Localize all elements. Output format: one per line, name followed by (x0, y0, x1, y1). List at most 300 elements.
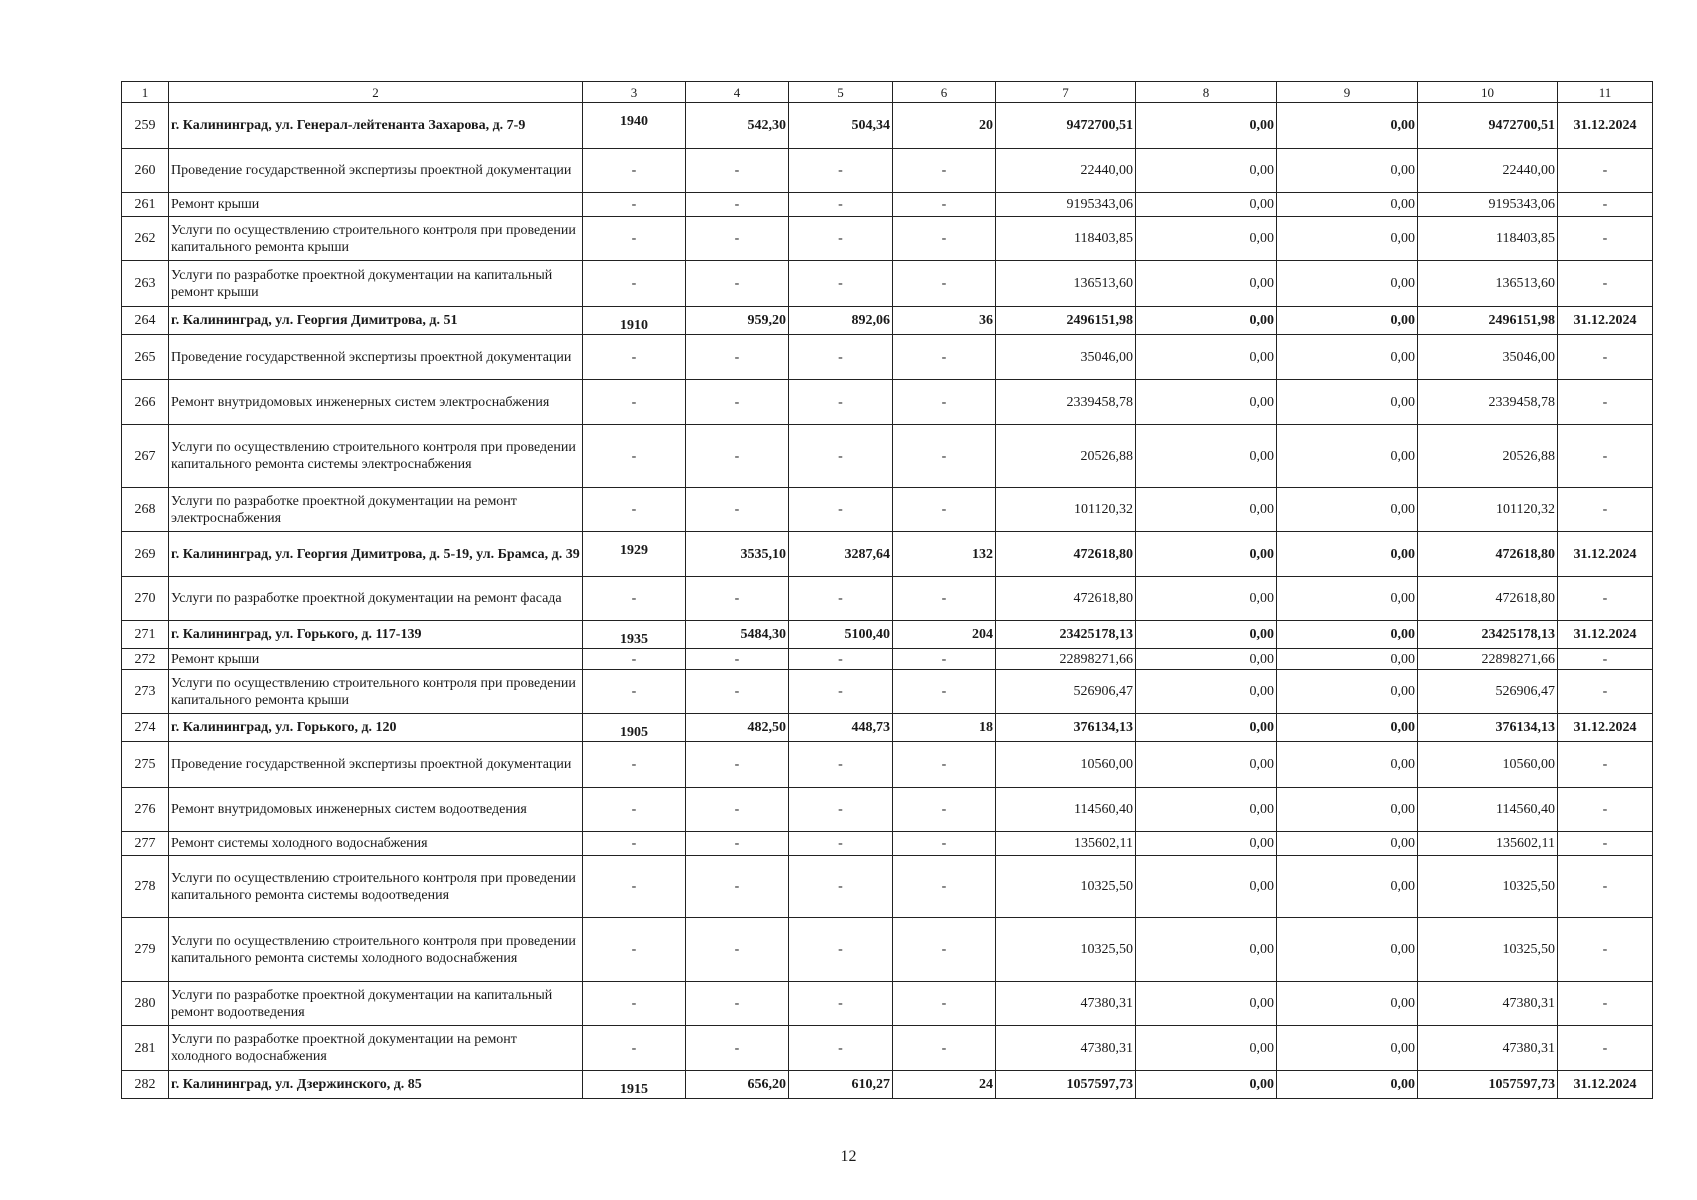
row-number-cell: 259 (122, 103, 169, 149)
owners-cost-cell: 2339458,78 (1418, 380, 1558, 425)
year-cell: 1940 (583, 103, 686, 149)
deadline-cell: - (1558, 742, 1653, 788)
work-item-row (122, 193, 1653, 217)
row-number-cell: 266 (122, 380, 169, 425)
work-name-cell: Услуги по осуществлению строительного контроля при проведении капитального ремонта крыши (169, 217, 583, 261)
total-cost-cell: 2496151,98 (996, 307, 1136, 335)
budget-cost-cell: 0,00 (1277, 149, 1418, 193)
fund-cost-cell: 0,00 (1136, 742, 1277, 788)
year-cell: 1929 (583, 532, 686, 577)
living-area-cell: 3287,64 (789, 532, 893, 577)
living-area-cell: - (789, 982, 893, 1026)
living-area-cell: - (789, 788, 893, 832)
deadline-cell: - (1558, 856, 1653, 918)
total-cost-cell: 526906,47 (996, 670, 1136, 714)
owners-cost-cell: 136513,60 (1418, 261, 1558, 307)
row-number-cell: 273 (122, 670, 169, 714)
column-header: 9 (1277, 82, 1418, 103)
living-area-cell: - (789, 425, 893, 488)
owners-cost-cell: 1057597,73 (1418, 1071, 1558, 1099)
fund-cost-cell: 0,00 (1136, 577, 1277, 621)
owners-cost-cell: 47380,31 (1418, 982, 1558, 1026)
work-name-cell: Ремонт крыши (169, 649, 583, 670)
budget-cost-cell: 0,00 (1277, 380, 1418, 425)
fund-cost-cell: 0,00 (1136, 918, 1277, 982)
year-cell: 1905 (583, 714, 686, 742)
owners-cost-cell: 118403,85 (1418, 217, 1558, 261)
work-name-cell: г. Калининград, ул. Дзержинского, д. 85 (169, 1071, 583, 1099)
deadline-cell: - (1558, 149, 1653, 193)
budget-cost-cell: 0,00 (1277, 742, 1418, 788)
fund-cost-cell: 0,00 (1136, 788, 1277, 832)
living-area-cell: - (789, 380, 893, 425)
budget-cost-cell: 0,00 (1277, 103, 1418, 149)
total-cost-cell: 47380,31 (996, 982, 1136, 1026)
total-cost-cell: 10325,50 (996, 856, 1136, 918)
work-item-row (122, 982, 1653, 1026)
work-name-cell: Проведение государственной экспертизы проектной документации (169, 742, 583, 788)
row-number-cell: 275 (122, 742, 169, 788)
row-number-cell: 261 (122, 193, 169, 217)
row-number-cell: 268 (122, 488, 169, 532)
address-row (122, 1071, 1653, 1099)
address-row (122, 103, 1653, 149)
total-area-cell: 959,20 (686, 307, 789, 335)
living-area-cell: - (789, 261, 893, 307)
work-item-row (122, 577, 1653, 621)
work-item-row (122, 856, 1653, 918)
work-name-cell: Услуги по разработке проектной документации на капитальный ремонт водоотведения (169, 982, 583, 1026)
budget-cost-cell: 0,00 (1277, 982, 1418, 1026)
total-cost-cell: 136513,60 (996, 261, 1136, 307)
row-number-cell: 265 (122, 335, 169, 380)
total-cost-cell: 472618,80 (996, 577, 1136, 621)
deadline-cell: 31.12.2024 (1558, 714, 1653, 742)
year-cell: - (583, 788, 686, 832)
living-area-cell: - (789, 670, 893, 714)
deadline-cell: - (1558, 788, 1653, 832)
deadline-cell: - (1558, 217, 1653, 261)
budget-cost-cell: 0,00 (1277, 1026, 1418, 1071)
living-area-cell: - (789, 193, 893, 217)
year-cell: - (583, 982, 686, 1026)
owners-cost-cell: 22898271,66 (1418, 649, 1558, 670)
row-number-cell: 270 (122, 577, 169, 621)
deadline-cell: - (1558, 261, 1653, 307)
row-number-cell: 277 (122, 832, 169, 856)
row-number-cell: 264 (122, 307, 169, 335)
work-item-row (122, 335, 1653, 380)
year-cell: - (583, 193, 686, 217)
column-header: 8 (1136, 82, 1277, 103)
fund-cost-cell: 0,00 (1136, 532, 1277, 577)
year-cell: 1915 (583, 1071, 686, 1099)
budget-cost-cell: 0,00 (1277, 335, 1418, 380)
living-area-cell: 610,27 (789, 1071, 893, 1099)
total-area-cell: - (686, 670, 789, 714)
living-area-cell: 448,73 (789, 714, 893, 742)
fund-cost-cell: 0,00 (1136, 649, 1277, 670)
owners-cost-cell: 23425178,13 (1418, 621, 1558, 649)
total-area-cell: - (686, 380, 789, 425)
total-cost-cell: 472618,80 (996, 532, 1136, 577)
budget-cost-cell: 0,00 (1277, 788, 1418, 832)
row-number-cell: 279 (122, 918, 169, 982)
year-cell: - (583, 649, 686, 670)
year-cell: - (583, 742, 686, 788)
work-name-cell: Проведение государственной экспертизы проектной документации (169, 149, 583, 193)
total-area-cell: - (686, 193, 789, 217)
year-cell: - (583, 425, 686, 488)
owners-cost-cell: 35046,00 (1418, 335, 1558, 380)
row-number-cell: 280 (122, 982, 169, 1026)
deadline-cell: - (1558, 380, 1653, 425)
residents-cell: - (893, 788, 996, 832)
owners-cost-cell: 47380,31 (1418, 1026, 1558, 1071)
total-cost-cell: 376134,13 (996, 714, 1136, 742)
owners-cost-cell: 114560,40 (1418, 788, 1558, 832)
owners-cost-cell: 10560,00 (1418, 742, 1558, 788)
column-header: 6 (893, 82, 996, 103)
budget-cost-cell: 0,00 (1277, 532, 1418, 577)
fund-cost-cell: 0,00 (1136, 193, 1277, 217)
address-row (122, 532, 1653, 577)
owners-cost-cell: 472618,80 (1418, 577, 1558, 621)
work-name-cell: г. Калининград, ул. Горького, д. 117-139 (169, 621, 583, 649)
residents-cell: 132 (893, 532, 996, 577)
owners-cost-cell: 526906,47 (1418, 670, 1558, 714)
work-name-cell: Услуги по осуществлению строительного контроля при проведении капитального ремонта системы холодного водоснабжения (169, 918, 583, 982)
work-item-row (122, 425, 1653, 488)
work-name-cell: г. Калининград, ул. Георгия Димитрова, д. 51 (169, 307, 583, 335)
page-number: 12 (840, 1148, 857, 1165)
deadline-cell: 31.12.2024 (1558, 103, 1653, 149)
work-name-cell: г. Калининград, ул. Генерал-лейтенанта Захарова, д. 7-9 (169, 103, 583, 149)
fund-cost-cell: 0,00 (1136, 670, 1277, 714)
work-item-row (122, 1026, 1653, 1071)
column-header: 5 (789, 82, 893, 103)
deadline-cell: - (1558, 488, 1653, 532)
deadline-cell: - (1558, 670, 1653, 714)
residents-cell: - (893, 918, 996, 982)
living-area-cell: - (789, 488, 893, 532)
total-cost-cell: 9195343,06 (996, 193, 1136, 217)
residents-cell: - (893, 649, 996, 670)
work-item-row (122, 670, 1653, 714)
residents-cell: - (893, 577, 996, 621)
deadline-cell: - (1558, 335, 1653, 380)
work-name-cell: Услуги по разработке проектной документации на ремонт электроснабжения (169, 488, 583, 532)
row-number-cell: 276 (122, 788, 169, 832)
living-area-cell: 5100,40 (789, 621, 893, 649)
owners-cost-cell: 101120,32 (1418, 488, 1558, 532)
total-cost-cell: 22898271,66 (996, 649, 1136, 670)
row-number-cell: 260 (122, 149, 169, 193)
living-area-cell: - (789, 217, 893, 261)
deadline-cell: - (1558, 832, 1653, 856)
year-cell: - (583, 1026, 686, 1071)
residents-cell: - (893, 380, 996, 425)
residents-cell: - (893, 670, 996, 714)
work-item-row (122, 649, 1653, 670)
total-area-cell: - (686, 425, 789, 488)
deadline-cell: - (1558, 577, 1653, 621)
total-area-cell: - (686, 649, 789, 670)
owners-cost-cell: 376134,13 (1418, 714, 1558, 742)
fund-cost-cell: 0,00 (1136, 982, 1277, 1026)
column-header: 7 (996, 82, 1136, 103)
row-number-cell: 269 (122, 532, 169, 577)
year-cell: - (583, 149, 686, 193)
residents-cell: 18 (893, 714, 996, 742)
row-number-cell: 274 (122, 714, 169, 742)
residents-cell: - (893, 742, 996, 788)
total-cost-cell: 118403,85 (996, 217, 1136, 261)
total-area-cell: - (686, 788, 789, 832)
row-number-cell: 271 (122, 621, 169, 649)
work-item-row (122, 380, 1653, 425)
column-header: 2 (169, 82, 583, 103)
owners-cost-cell: 22440,00 (1418, 149, 1558, 193)
residents-cell: - (893, 217, 996, 261)
total-cost-cell: 47380,31 (996, 1026, 1136, 1071)
year-cell: 1935 (583, 621, 686, 649)
year-cell: - (583, 670, 686, 714)
total-area-cell: - (686, 856, 789, 918)
total-cost-cell: 10560,00 (996, 742, 1136, 788)
residents-cell: - (893, 261, 996, 307)
year-cell: - (583, 832, 686, 856)
living-area-cell: - (789, 1026, 893, 1071)
total-area-cell: - (686, 982, 789, 1026)
row-number-cell: 281 (122, 1026, 169, 1071)
total-area-cell: - (686, 742, 789, 788)
living-area-cell: - (789, 856, 893, 918)
living-area-cell: - (789, 832, 893, 856)
row-number-cell: 272 (122, 649, 169, 670)
work-name-cell: Ремонт системы холодного водоснабжения (169, 832, 583, 856)
budget-cost-cell: 0,00 (1277, 670, 1418, 714)
fund-cost-cell: 0,00 (1136, 217, 1277, 261)
budget-cost-cell: 0,00 (1277, 714, 1418, 742)
budget-cost-cell: 0,00 (1277, 918, 1418, 982)
year-cell: - (583, 380, 686, 425)
fund-cost-cell: 0,00 (1136, 621, 1277, 649)
work-item-row (122, 788, 1653, 832)
work-name-cell: г. Калининград, ул. Горького, д. 120 (169, 714, 583, 742)
work-item-row (122, 149, 1653, 193)
budget-cost-cell: 0,00 (1277, 261, 1418, 307)
residents-cell: - (893, 149, 996, 193)
fund-cost-cell: 0,00 (1136, 425, 1277, 488)
total-area-cell: 482,50 (686, 714, 789, 742)
year-cell: - (583, 335, 686, 380)
deadline-cell: 31.12.2024 (1558, 621, 1653, 649)
residents-cell: - (893, 425, 996, 488)
total-area-cell: - (686, 918, 789, 982)
deadline-cell: - (1558, 425, 1653, 488)
owners-cost-cell: 2496151,98 (1418, 307, 1558, 335)
total-area-cell: - (686, 149, 789, 193)
row-number-cell: 282 (122, 1071, 169, 1099)
fund-cost-cell: 0,00 (1136, 714, 1277, 742)
column-header: 10 (1418, 82, 1558, 103)
work-name-cell: Ремонт внутридомовых инженерных систем водоотведения (169, 788, 583, 832)
total-area-cell: - (686, 488, 789, 532)
total-area-cell: 5484,30 (686, 621, 789, 649)
total-cost-cell: 1057597,73 (996, 1071, 1136, 1099)
residents-cell: - (893, 193, 996, 217)
total-area-cell: 3535,10 (686, 532, 789, 577)
living-area-cell: 892,06 (789, 307, 893, 335)
total-area-cell: - (686, 577, 789, 621)
owners-cost-cell: 20526,88 (1418, 425, 1558, 488)
budget-cost-cell: 0,00 (1277, 856, 1418, 918)
fund-cost-cell: 0,00 (1136, 832, 1277, 856)
owners-cost-cell: 9472700,51 (1418, 103, 1558, 149)
fund-cost-cell: 0,00 (1136, 380, 1277, 425)
residents-cell: - (893, 335, 996, 380)
fund-cost-cell: 0,00 (1136, 307, 1277, 335)
budget-cost-cell: 0,00 (1277, 621, 1418, 649)
owners-cost-cell: 135602,11 (1418, 832, 1558, 856)
year-cell: - (583, 488, 686, 532)
column-header: 4 (686, 82, 789, 103)
work-name-cell: Услуги по разработке проектной документации на капитальный ремонт крыши (169, 261, 583, 307)
budget-cost-cell: 0,00 (1277, 1071, 1418, 1099)
total-cost-cell: 23425178,13 (996, 621, 1136, 649)
deadline-cell: - (1558, 193, 1653, 217)
deadline-cell: - (1558, 1026, 1653, 1071)
year-cell: 1910 (583, 307, 686, 335)
budget-cost-cell: 0,00 (1277, 307, 1418, 335)
budget-cost-cell: 0,00 (1277, 217, 1418, 261)
budget-cost-cell: 0,00 (1277, 193, 1418, 217)
deadline-cell: 31.12.2024 (1558, 532, 1653, 577)
year-cell: - (583, 261, 686, 307)
residents-cell: - (893, 488, 996, 532)
year-cell: - (583, 577, 686, 621)
work-item-row (122, 832, 1653, 856)
living-area-cell: - (789, 149, 893, 193)
residents-cell: 20 (893, 103, 996, 149)
total-cost-cell: 9472700,51 (996, 103, 1136, 149)
residents-cell: 24 (893, 1071, 996, 1099)
budget-cost-cell: 0,00 (1277, 425, 1418, 488)
work-name-cell: Ремонт крыши (169, 193, 583, 217)
fund-cost-cell: 0,00 (1136, 856, 1277, 918)
work-name-cell: г. Калининград, ул. Георгия Димитрова, д. 5-19, ул. Брамса, д. 39 (169, 532, 583, 577)
column-header: 1 (122, 82, 169, 103)
row-number-cell: 267 (122, 425, 169, 488)
row-number-cell: 278 (122, 856, 169, 918)
address-row (122, 621, 1653, 649)
deadline-cell: 31.12.2024 (1558, 1071, 1653, 1099)
deadline-cell: 31.12.2024 (1558, 307, 1653, 335)
work-item-row (122, 488, 1653, 532)
address-row (122, 714, 1653, 742)
total-cost-cell: 2339458,78 (996, 380, 1136, 425)
year-cell: - (583, 918, 686, 982)
total-cost-cell: 10325,50 (996, 918, 1136, 982)
total-cost-cell: 114560,40 (996, 788, 1136, 832)
residents-cell: 36 (893, 307, 996, 335)
work-item-row (122, 217, 1653, 261)
total-cost-cell: 35046,00 (996, 335, 1136, 380)
fund-cost-cell: 0,00 (1136, 149, 1277, 193)
residents-cell: - (893, 982, 996, 1026)
work-name-cell: Услуги по осуществлению строительного контроля при проведении капитального ремонта крыши (169, 670, 583, 714)
work-item-row (122, 261, 1653, 307)
living-area-cell: - (789, 649, 893, 670)
column-header: 11 (1558, 82, 1653, 103)
residents-cell: - (893, 856, 996, 918)
fund-cost-cell: 0,00 (1136, 1071, 1277, 1099)
fund-cost-cell: 0,00 (1136, 261, 1277, 307)
living-area-cell: 504,34 (789, 103, 893, 149)
total-area-cell: - (686, 832, 789, 856)
fund-cost-cell: 0,00 (1136, 488, 1277, 532)
living-area-cell: - (789, 577, 893, 621)
residents-cell: 204 (893, 621, 996, 649)
fund-cost-cell: 0,00 (1136, 1026, 1277, 1071)
owners-cost-cell: 10325,50 (1418, 856, 1558, 918)
row-number-cell: 262 (122, 217, 169, 261)
total-area-cell: - (686, 217, 789, 261)
capital-repair-table (121, 81, 1653, 1099)
work-name-cell: Услуги по разработке проектной документации на ремонт фасада (169, 577, 583, 621)
deadline-cell: - (1558, 649, 1653, 670)
row-number-cell: 263 (122, 261, 169, 307)
fund-cost-cell: 0,00 (1136, 335, 1277, 380)
work-item-row (122, 742, 1653, 788)
address-row (122, 307, 1653, 335)
year-cell: - (583, 856, 686, 918)
work-name-cell: Услуги по осуществлению строительного контроля при проведении капитального ремонта системы электроснабжения (169, 425, 583, 488)
budget-cost-cell: 0,00 (1277, 649, 1418, 670)
work-name-cell: Услуги по осуществлению строительного контроля при проведении капитального ремонта системы водоотведения (169, 856, 583, 918)
total-cost-cell: 135602,11 (996, 832, 1136, 856)
owners-cost-cell: 9195343,06 (1418, 193, 1558, 217)
total-area-cell: - (686, 335, 789, 380)
deadline-cell: - (1558, 982, 1653, 1026)
column-header: 3 (583, 82, 686, 103)
work-name-cell: Ремонт внутридомовых инженерных систем электроснабжения (169, 380, 583, 425)
owners-cost-cell: 10325,50 (1418, 918, 1558, 982)
living-area-cell: - (789, 918, 893, 982)
column-number-header-row (122, 82, 1653, 103)
work-name-cell: Услуги по разработке проектной документации на ремонт холодного водоснабжения (169, 1026, 583, 1071)
work-name-cell: Проведение государственной экспертизы проектной документации (169, 335, 583, 380)
total-area-cell: - (686, 261, 789, 307)
total-cost-cell: 20526,88 (996, 425, 1136, 488)
total-area-cell: - (686, 1026, 789, 1071)
budget-cost-cell: 0,00 (1277, 832, 1418, 856)
total-area-cell: 542,30 (686, 103, 789, 149)
living-area-cell: - (789, 335, 893, 380)
total-area-cell: 656,20 (686, 1071, 789, 1099)
owners-cost-cell: 472618,80 (1418, 532, 1558, 577)
total-cost-cell: 101120,32 (996, 488, 1136, 532)
residents-cell: - (893, 832, 996, 856)
residents-cell: - (893, 1026, 996, 1071)
year-cell: - (583, 217, 686, 261)
deadline-cell: - (1558, 918, 1653, 982)
budget-cost-cell: 0,00 (1277, 488, 1418, 532)
fund-cost-cell: 0,00 (1136, 103, 1277, 149)
table-body (122, 103, 1653, 1099)
work-item-row (122, 918, 1653, 982)
